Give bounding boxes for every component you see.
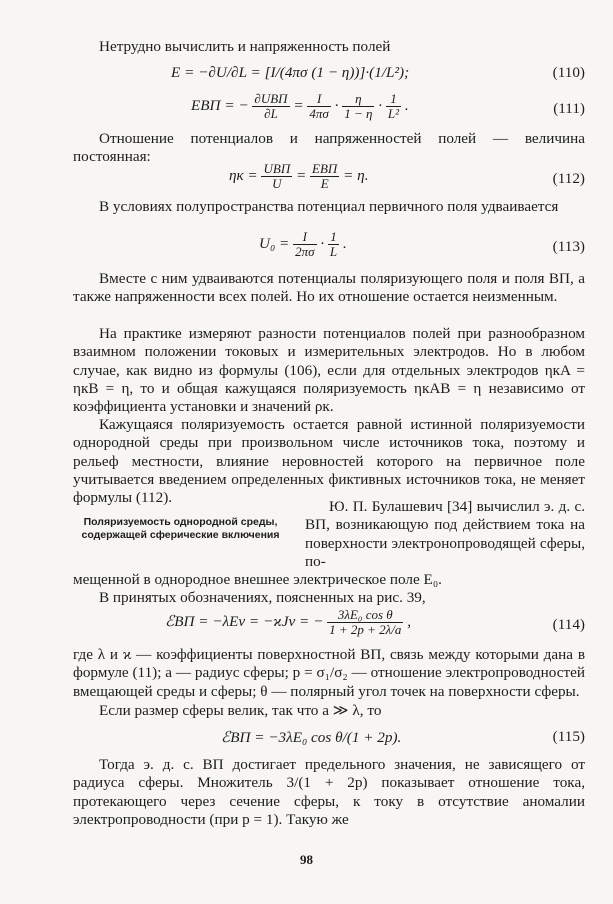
paragraph-halfspace: В условиях полупространства потенциал первичного поля удваивается	[99, 198, 559, 215]
equation-112	[73, 162, 585, 196]
paragraph-large-sphere: Если размер сферы велик, так что a ≫ λ, то	[99, 702, 382, 719]
eq111-fraction-3: $\frac{\eta}{1 - \eta}$	[344, 91, 373, 121]
eq111-fraction-1: $\frac{\text{∂UВП}}{\partial L}$	[254, 91, 288, 121]
paragraph-limit: Тогда э. д. с. ВП достигает предельного значения, не зависящего от радиуса сферы. Множитель 3/(1 + 2p) показывает отношение тока, протекающего через сечение сферы, к току в отсутствие аномалии электропроводности (при p = 1). Такую же	[73, 756, 585, 828]
eq113-fraction-2: $\frac{1}{L}$	[329, 229, 338, 259]
eq111-fraction-4: $\frac{1}{\text{L²}}$	[387, 91, 400, 121]
paragraph-notation: В принятых обозначениях, поясненных на рис. 39,	[99, 589, 426, 606]
equation-110	[73, 64, 585, 90]
eq112-lhs: ηк =	[229, 166, 262, 184]
equation-number-110: (110)	[552, 64, 585, 81]
equation-number-112: (112)	[552, 170, 585, 187]
paragraph-ratio: Отношение потенциалов и напряженностей полей — величина постоянная:	[73, 130, 585, 166]
equation-112-formula: ηк = $\frac{\text{UВП}}{U}$ = $\frac{\text{EВП}}{E}$ = η.	[229, 161, 369, 191]
eq112-fraction-1: $\frac{\text{UВП}}{U}$	[263, 161, 291, 191]
eq114-lhs: ℰВП = −λEν = −ϰJν = −	[165, 612, 328, 630]
eq113-lhs: U₀ =	[259, 234, 294, 252]
eq112-rhs: = η.	[343, 166, 369, 184]
page-number: 98	[300, 852, 313, 867]
eq114-fraction: $\frac{\text{3λE₀ cos θ}}{1 + 2p + 2\lambda/a}$	[329, 607, 402, 637]
equation-115-formula: ℰВП = −3λE₀ cos θ/(1 + 2p).	[221, 729, 402, 746]
eq111-lhs: EВП = −	[191, 96, 249, 114]
equation-113-formula: U₀ = $\frac{I}{2\pi\sigma}$ · $\frac{1}{L}$ .	[259, 229, 347, 259]
equation-114-formula: ℰВП = −λEν = −ϰJν = − $\frac{\text{3λE₀ cos θ}}{1 + 2p + 2\lambda/a}$ ,	[165, 607, 412, 637]
eq111-fraction-2: $\frac{I}{4\pi\sigma}$	[309, 91, 329, 121]
paragraph-practice: На практике измеряют разности потенциалов полей при разнообразном взаимном положении токовых и измерительных электродов. Но в любом случае, как видно из формулы (106), если для отдельных электродов ηкA = ηкB = η, то и общая кажущаяся поляризуемость ηкAB = η независимо от коэффициента установки и значений ρк.	[73, 325, 585, 416]
equation-115	[73, 728, 585, 754]
section-heading: Поляризуемость однородной среды, содержащей сферические включения	[81, 516, 280, 541]
paragraph-doubling: Вместе с ним удваиваются потенциалы поляризующего поля и поля ВП, а также напряженности всех полей. Но их отношение остается неизменным.	[73, 270, 585, 306]
equation-number-115: (115)	[552, 728, 585, 745]
paragraph-bulashevich-end: мещенной в однородное внешнее электрическое поле E₀.	[73, 571, 442, 588]
equation-111-formula: EВП = − $\frac{\text{∂UВП}}{\partial L}$ = $\frac{I}{4\pi\sigma}$ · $\frac{\eta}{1 - \eta}$ · $\frac{1}{\text{L²}}$ .	[191, 91, 409, 121]
eq113-fraction-1: $\frac{I}{2\pi\sigma}$	[295, 229, 315, 259]
equation-number-111: (111)	[553, 100, 585, 117]
equation-111	[73, 92, 585, 126]
equation-114	[73, 608, 585, 642]
equation-number-114: (114)	[552, 616, 585, 633]
eq111-equals: =	[293, 96, 308, 114]
paragraph-apparent-polarizability: Кажущаяся поляризуемость остается равной истинной поляризуемости однородной среды при произвольном числе источников тока, поэтому и рельеф местности, влияние неровностей которого на первичное поле учитывается введением определенных фиктивных источников тока, не меняет формулы (112).	[73, 416, 585, 507]
eq112-fraction-2: $\frac{\text{EВП}}{E}$	[312, 161, 338, 191]
equation-number-113: (113)	[552, 238, 585, 255]
paragraph-where: где λ и ϰ — коэффициенты поверхностной ВП, связь между которыми дана в формуле (11); a — радиус сферы; p = σ₁/σ₂ — отношение электропроводностей вмещающей среды и сферы; θ — полярный угол точек на поверхности сферы.	[73, 646, 585, 700]
equation-113	[73, 230, 585, 264]
paragraph-bulashevich-start: Ю. П. Булашевич [34] вычислил э. д. с. ВП, возникающую под действием тока на поверхности электронопроводящей сферы, по-	[305, 498, 585, 570]
equation-110-formula: E = −∂U/∂L = [I/(4πσ (1 − η))]·(1/L²);	[171, 64, 410, 81]
paragraph-intro: Нетрудно вычислить и напряженность полей	[99, 38, 391, 55]
